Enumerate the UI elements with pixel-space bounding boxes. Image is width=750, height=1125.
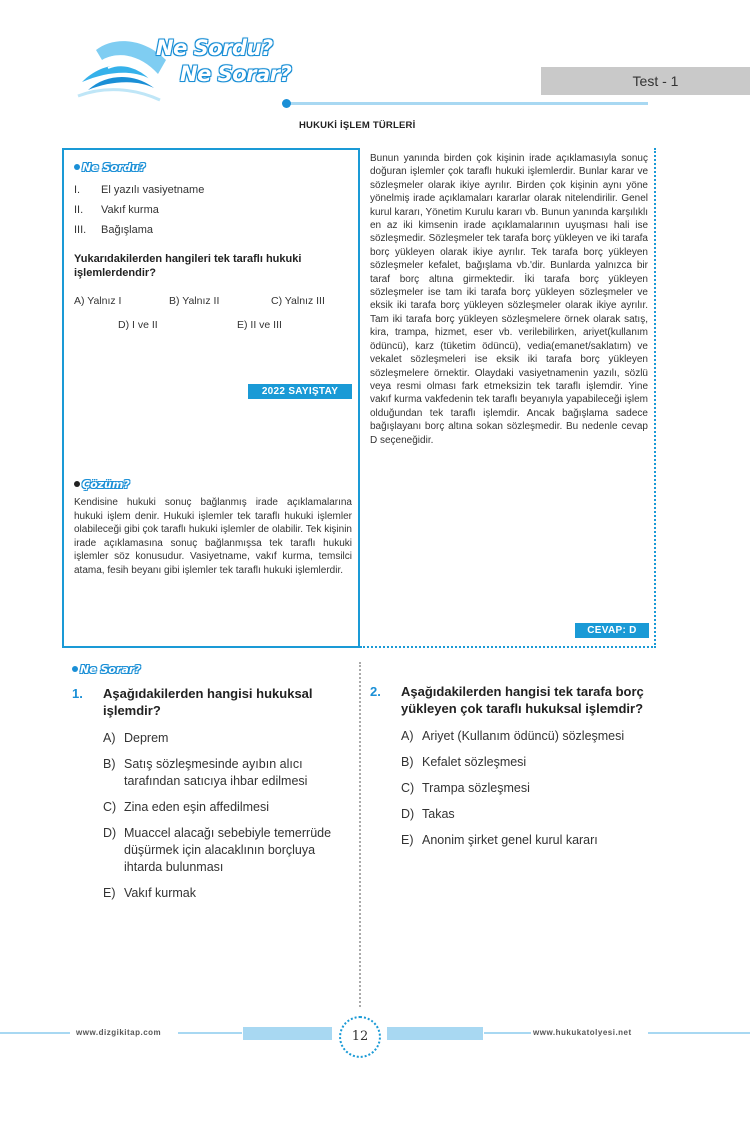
option-text: Anonim şirket genel kurul kararı xyxy=(422,833,598,847)
option-c: C) Yalnız III xyxy=(271,295,325,307)
bullet-icon xyxy=(74,481,80,487)
header-divider xyxy=(283,102,648,105)
answer-option[interactable] xyxy=(401,754,650,771)
option-letter: A) xyxy=(401,729,414,743)
option-text: Ariyet (Kullanım ödüncü) sözleşmesi xyxy=(422,729,625,743)
footer-left-url[interactable]: www.dizgikitap.com xyxy=(76,1028,162,1037)
statement-item xyxy=(74,224,204,244)
answer-option[interactable] xyxy=(103,756,352,790)
option-a: A) Yalnız I xyxy=(74,295,122,307)
footer-bar xyxy=(387,1027,483,1040)
statement-text: Vakıf kurma xyxy=(101,204,159,216)
example-question: Yukarıdakilerden hangileri tek taraflı hukuki işlemlerdendir? xyxy=(74,253,302,279)
question-panel xyxy=(62,148,360,648)
statement-number: II. xyxy=(74,204,84,216)
option-letter: C) xyxy=(103,800,117,814)
test-badge: Test - 1 xyxy=(541,67,750,95)
option-letter: D) xyxy=(401,807,415,821)
logo-line-1: Ne Sordu? xyxy=(156,36,273,60)
page-number: 12 xyxy=(339,1016,381,1058)
column-divider xyxy=(359,662,361,1007)
option-e: E) II ve III xyxy=(237,319,282,331)
statement-item xyxy=(74,204,204,224)
answer-option[interactable] xyxy=(401,832,650,849)
example-box xyxy=(62,148,656,648)
section-title: HUKUKİ İŞLEM TÜRLERİ xyxy=(299,120,416,131)
question-number: 2. xyxy=(370,684,381,699)
option-text: Zina eden eşin affedilmesi xyxy=(124,800,269,814)
answer-option[interactable] xyxy=(103,799,352,816)
option-text: Muaccel alacağı sebebiyle temerrüde düşürmek için alacaklının borçluya ihtarda bulunması xyxy=(124,826,332,874)
footer-line xyxy=(0,1032,70,1034)
solution-text: Kendisine hukuki sonuç bağlanmış irade açıklamalarına hukuki işlem denir. Hukuki işlemler tek taraflı hukuki işlemler olabileceği gibi çok taraflı hukuki işlemler de olabilir. Tek kişinin irade açıklamasına sonuç bağlanmışsa tek taraflı hukuki işlemler söz konusudur. Vasiyetname, vakıf kurma, temsilci atama, fesih beyanı gibi işlemler tek taraflı hukuki işlemlerdir. xyxy=(74,497,352,576)
answer-options xyxy=(103,730,352,902)
option-text: Deprem xyxy=(124,731,169,745)
source-badge: 2022 SAYIŞTAY xyxy=(248,384,352,399)
bullet-icon xyxy=(72,666,78,672)
option-text: Takas xyxy=(422,807,455,821)
logo xyxy=(74,26,294,116)
ne-sorar-tag xyxy=(72,660,141,678)
footer-right-url[interactable]: www.hukukatolyesi.net xyxy=(533,1028,632,1037)
option-b: B) Yalnız II xyxy=(169,295,220,307)
option-letter: E) xyxy=(103,886,116,900)
question-2 xyxy=(370,684,650,858)
footer-line xyxy=(178,1032,242,1034)
statement-text: Bağışlama xyxy=(101,224,153,236)
header-dot xyxy=(282,99,291,108)
ne-sordu-label: Ne Sordu? xyxy=(82,161,146,174)
answer-option[interactable] xyxy=(103,730,352,747)
option-letter: D) xyxy=(103,826,117,840)
statement-text: El yazılı vasiyetname xyxy=(101,184,205,196)
option-letter: B) xyxy=(103,757,116,771)
statement-number: III. xyxy=(74,224,87,236)
option-letter: C) xyxy=(401,781,415,795)
answer-badge: CEVAP: D xyxy=(575,623,649,638)
statement-number: I. xyxy=(74,184,81,196)
answer-options xyxy=(401,728,650,849)
footer-line xyxy=(648,1032,750,1034)
option-text: Kefalet sözleşmesi xyxy=(422,755,527,769)
statement-list xyxy=(74,184,204,244)
answer-option[interactable] xyxy=(103,885,352,902)
question-number: 1. xyxy=(72,686,83,701)
footer-line xyxy=(484,1032,531,1034)
footer-bar xyxy=(243,1027,332,1040)
option-letter: B) xyxy=(401,755,414,769)
cozum-label: Çözüm? xyxy=(82,478,130,491)
option-text: Vakıf kurmak xyxy=(124,886,197,900)
ne-sordu-tag xyxy=(74,158,146,176)
answer-option[interactable] xyxy=(401,806,650,823)
explanation-panel xyxy=(360,148,656,648)
answer-option[interactable] xyxy=(401,728,650,745)
statement-item xyxy=(74,184,204,204)
question-text: Aşağıdakilerden hangisi tek tarafa borç yükleyen çok taraflı hukuksal işlemdir? xyxy=(401,684,644,716)
answer-option[interactable] xyxy=(103,825,352,876)
question-text: Aşağıdakilerden hangisi hukuksal işlemdir? xyxy=(103,686,313,718)
logo-line-2: Ne Sorar? xyxy=(180,62,292,86)
answer-option[interactable] xyxy=(401,780,650,797)
option-d: D) I ve II xyxy=(118,319,158,331)
ne-sorar-label: Ne Sorar? xyxy=(80,663,141,676)
option-letter: E) xyxy=(401,833,414,847)
cozum-tag xyxy=(74,475,130,493)
option-text: Trampa sözleşmesi xyxy=(422,781,530,795)
question-1 xyxy=(72,686,352,911)
option-text: Satış sözleşmesinde ayıbın alıcı tarafından satıcıya ihbar edilmesi xyxy=(124,757,308,788)
explanation-text: Bunun yanında birden çok kişinin irade açıklamasıyla sonuç doğuran işlemler çok taraflı hukuki işlemlerdir. Bunlar karar ve sözleşmeler olarak ikiye ayrılır. Birden çok kişinin aynı yöne yönelmiş irade açıklamaları kararlar olarak nitelendirilir. Genel kurul kararı, Yönetim Kurulu kararı vb. Bunun yanında karşılıklı en az iki kimsenin irade açıklamalarının uyuşması hali ise sözleşmedir. Sözleşmeler tek tarafa borç yükleyen ve iki tarafa borç yükleyen olarak ikiye ayrılır. Tek tarafa borç yükleyen sözleşmeler kefalet, bağışlama vb.'dir. Bunlarda yalnızca bir taraf borç altına girmektedir. İki tarafa borç yükleyen sözleşmeler ise tam iki tarafa borç yükleyen sözleşmeler ve eksik iki tarafa borç yükleyen sözleşmeler olarak ikiye ayrılır. Tam iki tarafa borç yükleyen sözleşmelere örnek olarak satış, kira, trampa, hizmet, eser vb. verilebilirken, ariyet(kullanım ödüncü), karz (tüketim ödüncü), vedia(emanet/saklatım) ve vekalet sözleşmeleri ise eksik iki tarafa borç yükleyen sözleşmelere örnektir. Olaydaki vasiyetnamenin yazılı, sözlü veya resmi olması fark etmeksizin tek taraflı işlemdir. Yine vakıf kurma vakfedenin tek taraflı beyanıyla yapabileceği işlem olduğundan tek taraflı işlemdir. Ancak bağışlama sadece bağışlayanı borç altına sokan sözleşmedir. Bu nedenle cevap D seçeneğidir. xyxy=(370,153,648,446)
option-letter: A) xyxy=(103,731,116,745)
bullet-icon xyxy=(74,164,80,170)
